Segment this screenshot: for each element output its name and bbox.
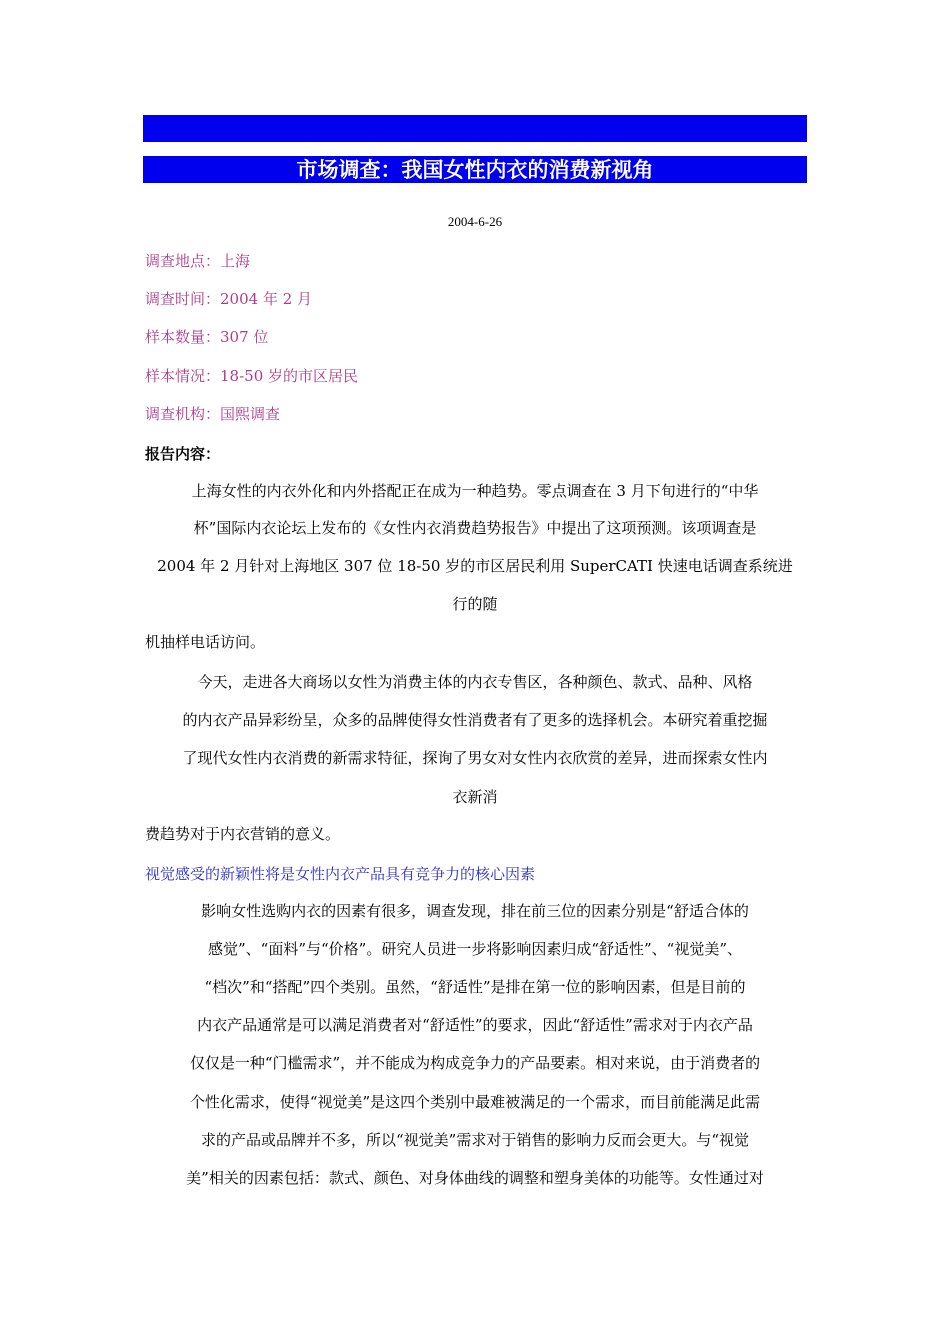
publish-date: 2004-6-26	[447, 214, 503, 229]
meta-agency: 调查机构：国熙调查	[145, 405, 281, 423]
paragraph-line: 费趋势对于内衣营销的意义。	[145, 825, 341, 843]
paragraph-line: 求的产品或品牌并不多，所以“视觉美”需求对于销售的影响力反而会更大。与“视觉	[200, 1131, 749, 1149]
paragraph-line: 行的随	[452, 595, 498, 613]
document-title: 市场调查：我国女性内衣的消费新视角	[143, 156, 807, 183]
paragraph-line: 美”相关的因素包括：款式、颜色、对身体曲线的调整和塑身美体的功能等。女性通过对	[186, 1169, 764, 1187]
paragraph-line: 衣新消	[452, 788, 498, 806]
meta-sample-profile: 样本情况：18-50 岁的市区居民	[145, 367, 359, 385]
section-subheading: 视觉感受的新颖性将是女性内衣产品具有竞争力的核心因素	[145, 865, 536, 883]
paragraph-line: 仅仅是一种“门槛需求”，并不能成为构成竞争力的产品要素。相对来说，由于消费者的	[189, 1054, 761, 1072]
paragraph-line: 个性化需求，使得“视觉美”是这四个类别中最难被满足的一个需求，而目前能满足此需	[189, 1093, 761, 1111]
top-decorative-bar	[143, 115, 807, 142]
paragraph-line: 内衣产品通常是可以满足消费者对“舒适性”的要求，因此“舒适性”需求对于内衣产品	[197, 1016, 753, 1034]
report-heading: 报告内容：	[145, 445, 221, 463]
paragraph-line: 杯”国际内衣论坛上发布的《女性内衣消费趋势报告》中提出了这项预测。该项调查是	[193, 519, 757, 537]
paragraph-line: “档次”和“搭配”四个类别。虽然，“舒适性”是排在第一位的影响因素，但是目前的	[204, 978, 746, 996]
paragraph-line: 2004 年 2 月针对上海地区 307 位 18-50 岁的市区居民利用 SuperCATI 快速电话调查系统进	[157, 557, 793, 575]
paragraph-line: 了现代女性内衣消费的新需求特征，探询了男女对女性内衣欣赏的差异，进而探索女性内	[182, 749, 768, 767]
meta-time: 调查时间：2004 年 2 月	[145, 290, 313, 308]
paragraph-line: 机抽样电话访问。	[145, 633, 266, 651]
meta-location: 调查地点：上海	[145, 252, 251, 270]
paragraph-line: 感觉”、“面料”与“价格”。研究人员进一步将影响因素归成“舒适性”、“视觉美”、	[207, 940, 743, 958]
paragraph-line: 上海女性的内衣外化和内外搭配正在成为一种趋势。零点调查在 3 月下旬进行的“中华	[191, 482, 759, 500]
paragraph-line: 影响女性选购内衣的因素有很多，调查发现，排在前三位的因素分别是“舒适合体的	[201, 902, 749, 920]
paragraph-line: 的内衣产品异彩纷呈，众多的品牌使得女性消费者有了更多的选择机会。本研究着重挖掘	[182, 711, 768, 729]
paragraph-line: 今天，走进各大商场以女性为消费主体的内衣专售区，各种颜色、款式、品种、风格	[197, 673, 753, 691]
meta-sample-size: 样本数量：307 位	[145, 328, 269, 346]
